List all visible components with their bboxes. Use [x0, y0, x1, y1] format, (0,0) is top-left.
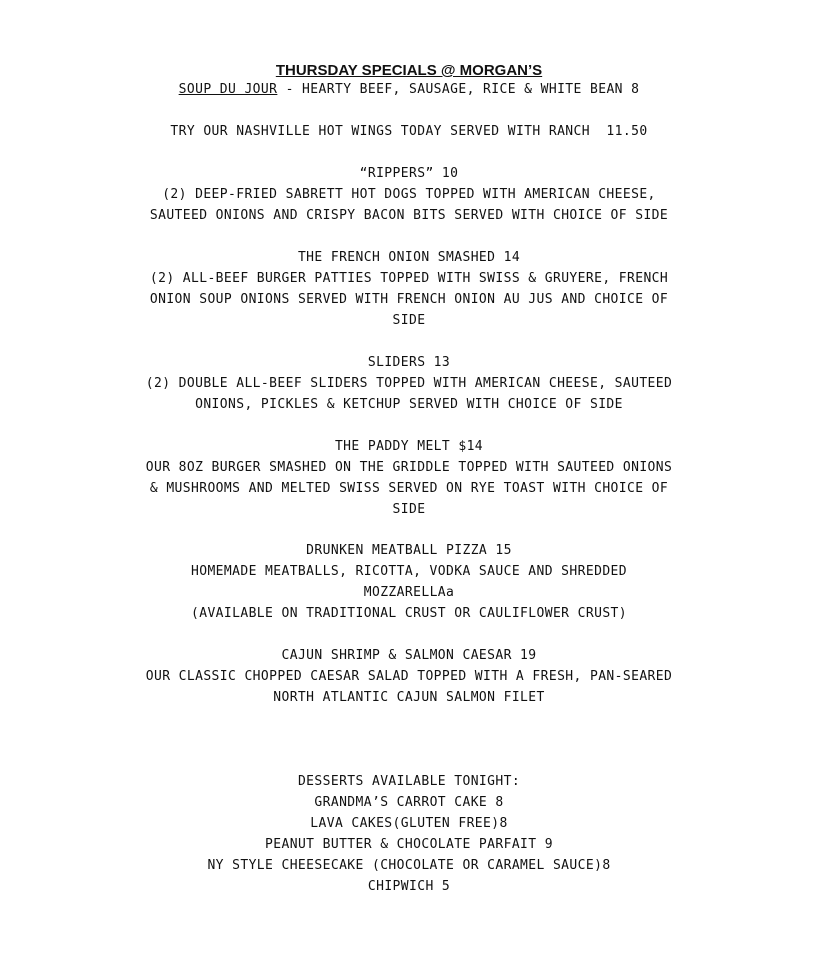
- special-desc-line: (AVAILABLE ON TRADITIONAL CRUST OR CAULIFLOWER CRUST): [190, 606, 627, 621]
- special-desc-line: (2) DEEP-FRIED SABRETT HOT DOGS TOPPED WITH AMERICAN CHEESE,: [162, 187, 656, 202]
- soup-description: - HEARTY BEEF, SAUSAGE, RICE & WHITE BEAN 8: [277, 82, 640, 97]
- special-name-french-onion-smashed: THE FRENCH ONION SMASHED 14: [297, 250, 521, 265]
- dessert-item: GRANDMA’S CARROT CAKE 8: [314, 795, 504, 810]
- wings-special: TRY OUR NASHVILLE HOT WINGS TODAY SERVED WITH RANCH 11.50: [170, 124, 648, 139]
- special-name-sliders: SLIDERS 13: [367, 355, 451, 370]
- special-desc-line: SIDE: [392, 313, 426, 328]
- special-desc-line: MOZZARELLAa: [363, 585, 455, 600]
- special-desc-line: OUR CLASSIC CHOPPED CAESAR SALAD TOPPED WITH A FRESH, PAN-SEARED: [145, 669, 673, 684]
- special-name-paddy-melt: THE PADDY MELT $14: [334, 439, 484, 454]
- special-desc-line: SAUTEED ONIONS AND CRISPY BACON BITS SERVED WITH CHOICE OF SIDE: [149, 208, 669, 223]
- menu-title: THURSDAY SPECIALS @ MORGAN’S: [275, 62, 543, 79]
- special-desc-line: OUR 8OZ BURGER SMASHED ON THE GRIDDLE TOPPED WITH SAUTEED ONIONS: [145, 460, 673, 475]
- soup-du-jour-line: [0, 79, 818, 100]
- special-desc-line: NORTH ATLANTIC CAJUN SALMON FILET: [273, 690, 545, 705]
- special-desc-line: SIDE: [392, 502, 426, 517]
- desserts-heading: DESSERTS AVAILABLE TONIGHT:: [297, 774, 521, 789]
- special-name-rippers: “RIPPERS” 10: [359, 166, 459, 181]
- special-name-cajun-shrimp-salmon-caesar: CAJUN SHRIMP & SALMON CAESAR 19: [281, 648, 537, 663]
- soup-label: SOUP DU JOUR: [178, 82, 278, 97]
- special-desc-line: ONIONS, PICKLES & KETCHUP SERVED WITH CHOICE OF SIDE: [195, 397, 623, 412]
- special-desc-line: & MUSHROOMS AND MELTED SWISS SERVED ON RYE TOAST WITH CHOICE OF: [149, 481, 669, 496]
- special-desc-line: (2) ALL-BEEF BURGER PATTIES TOPPED WITH SWISS & GRUYERE, FRENCH: [149, 271, 669, 286]
- dessert-item: NY STYLE CHEESECAKE (CHOCOLATE OR CARAMEL SAUCE)8: [207, 858, 611, 873]
- dessert-item: CHIPWICH 5: [367, 879, 451, 894]
- special-desc-line: ONION SOUP ONIONS SERVED WITH FRENCH ONION AU JUS AND CHOICE OF: [149, 292, 669, 307]
- special-desc-line: (2) DOUBLE ALL-BEEF SLIDERS TOPPED WITH AMERICAN CHEESE, SAUTEED: [145, 376, 673, 391]
- special-desc-line: HOMEMADE MEATBALLS, RICOTTA, VODKA SAUCE AND SHREDDED: [190, 564, 627, 579]
- dessert-item: PEANUT BUTTER & CHOCOLATE PARFAIT 9: [265, 837, 553, 852]
- special-name-drunken-meatball-pizza: DRUNKEN MEATBALL PIZZA 15: [306, 543, 512, 558]
- dessert-item: LAVA CAKES(GLUTEN FREE)8: [310, 816, 508, 831]
